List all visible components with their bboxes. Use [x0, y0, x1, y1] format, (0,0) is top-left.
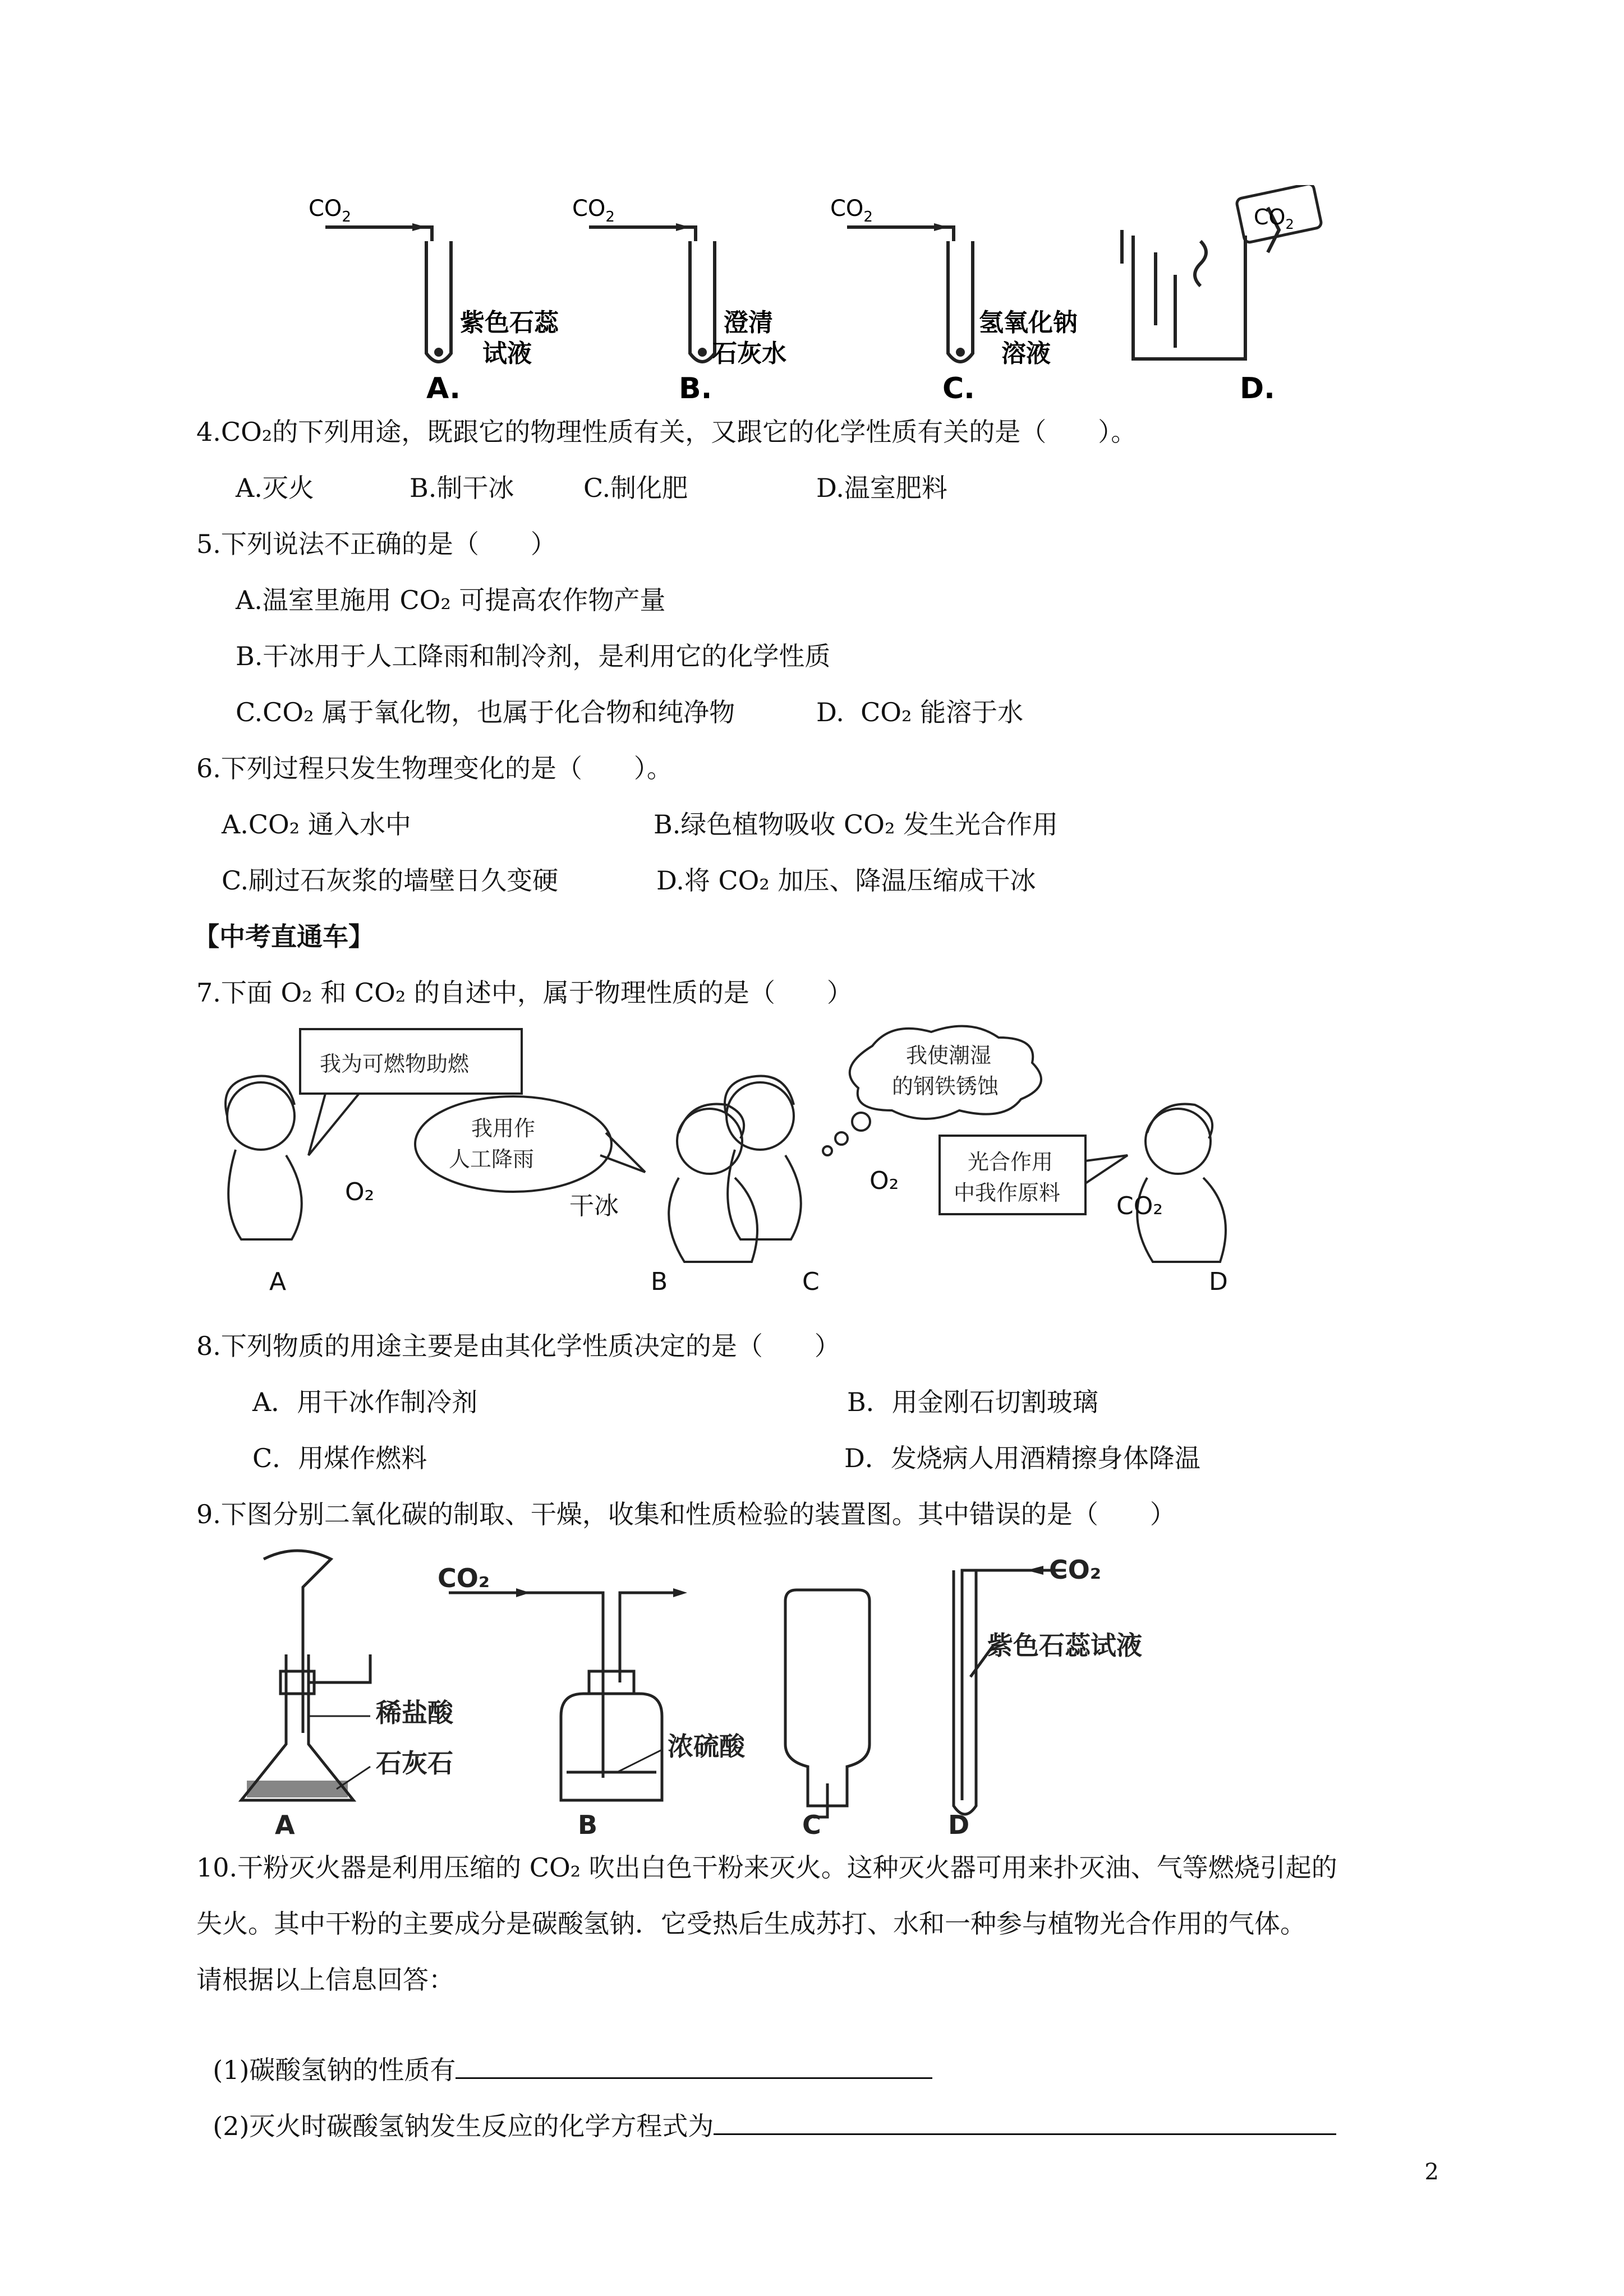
bubble-a-text: 我为可燃物助燃: [320, 1052, 470, 1076]
tube-b-label-2: 石灰水: [712, 339, 786, 368]
bubble-d-text-1: 光合作用: [968, 1150, 1053, 1174]
q10-line-3: 请根据以上信息回答：: [196, 1965, 454, 1995]
co2-experiments-figure: [292, 185, 1358, 404]
q6-option-c: C.刷过石灰浆的墙壁日久变硬: [222, 865, 559, 896]
q5-stem: 5.下列说法不正确的是（ ）: [196, 529, 556, 559]
svg-text:CO2: $CO_2$: [309, 196, 351, 225]
q4-option-b: B.制干冰: [410, 473, 514, 503]
q10-part-1-text: (1)碳酸氢钠的性质有: [213, 2055, 456, 2085]
label-conc-acid: 浓硫酸: [668, 1731, 745, 1762]
q4-option-a: A.灭火: [236, 473, 314, 503]
q10-line-2: 失火。其中干粉的主要成分是碳酸氢钠．它受热后生成苏打、水和一种参与植物光合作用的气体。: [196, 1908, 1306, 1939]
q7-letter-d: D: [1209, 1267, 1228, 1296]
q8-option-b: B．用金刚石切割玻璃: [847, 1387, 1098, 1417]
q10-part-2-text: (2)灭火时碳酸氢钠发生反应的化学方程式为: [213, 2111, 714, 2141]
q7-stem: 7.下面 O₂ 和 CO₂ 的自述中，属于物理性质的是（ ）: [196, 978, 853, 1008]
q4-stem: 4.CO₂的下列用途，既跟它的物理性质有关，又跟它的化学性质有关的是（ ）。: [196, 417, 1137, 447]
q5-option-c: C.CO₂ 属于氧化物，也属于化合物和纯净物: [236, 697, 735, 727]
q6-stem: 6.下列过程只发生物理变化的是（ ）。: [196, 753, 673, 783]
answer-blank-2[interactable]: [714, 2109, 1336, 2135]
q10-part-2: [196, 2075, 1336, 2143]
q9-apparatus-figure: [224, 1548, 1234, 1839]
q9-letter-d: D: [948, 1810, 970, 1839]
tube-b-letter: B.: [679, 372, 712, 404]
q8-stem: 8.下列物质的用途主要是由其化学性质决定的是（ ）: [196, 1331, 840, 1361]
tube-a-letter: A.: [426, 372, 461, 404]
tube-c-letter: C.: [942, 372, 975, 404]
q9-letter-a: A: [275, 1810, 295, 1839]
tube-c-label-1: 氢氧化钠: [979, 308, 1078, 337]
bubble-d-text-2: 中我作原料: [954, 1181, 1061, 1205]
q4-option-d: D.温室肥料: [816, 473, 947, 503]
label-co2-d: CO₂: [1049, 1555, 1102, 1585]
q7-letter-c: C: [802, 1267, 820, 1296]
q5-option-b: B.干冰用于人工降雨和制冷剂，是利用它的化学性质: [236, 641, 831, 671]
page-number: 2: [1424, 2159, 1439, 2185]
q6-option-b: B.绿色植物吸收 CO₂ 发生光合作用: [654, 809, 1059, 840]
substance-d: CO₂: [1116, 1192, 1163, 1220]
q5-option-a: A.温室里施用 CO₂ 可提高农作物产量: [236, 585, 666, 615]
substance-a: O₂: [345, 1178, 375, 1206]
substance-b: 干冰: [569, 1192, 619, 1220]
fig-d-letter: D.: [1240, 372, 1275, 404]
bubble-c-text-1: 我使潮湿: [906, 1043, 992, 1068]
tube-a-label-1: 紫色石蕊: [460, 308, 559, 337]
q6-option-d: D.将 CO₂ 加压、降温压缩成干冰: [656, 865, 1036, 896]
q8-option-d: D．发烧病人用酒精擦身体降温: [844, 1443, 1200, 1473]
q8-option-c: C．用煤作燃料: [252, 1443, 427, 1473]
label-limestone: 石灰石: [376, 1748, 453, 1778]
tube-c-label-2: 溶液: [1001, 339, 1051, 368]
label-co2-b: CO₂: [438, 1563, 490, 1593]
bubble-b-text-1: 我用作: [471, 1116, 536, 1141]
section-heading: 【中考直通车】: [194, 921, 374, 952]
q9-letter-b: B: [578, 1810, 598, 1839]
q6-option-a: A.CO₂ 通入水中: [222, 809, 411, 840]
svg-text:CO2: $CO_2$: [830, 196, 873, 225]
q9-stem: 9.下图分别二氧化碳的制取、干燥，收集和性质检验的装置图。其中错误的是（ ）: [196, 1499, 1176, 1529]
bubble-c-text-2: 的钢铁锈蚀: [892, 1074, 999, 1099]
svg-text:CO2: $CO_2$: [1254, 205, 1294, 232]
label-litmus: 紫色石蕊试液: [987, 1630, 1142, 1661]
q7-letter-b: B: [651, 1267, 668, 1296]
q4-option-c: C.制化肥: [583, 473, 688, 503]
q7-cartoon-figure: [196, 1021, 1318, 1301]
q9-letter-c: C: [802, 1810, 821, 1839]
svg-text:CO2: $CO_2$: [572, 196, 615, 225]
bubble-b-text-2: 人工降雨: [449, 1147, 535, 1172]
substance-c: O₂: [869, 1167, 899, 1195]
q8-option-a: A．用干冰作制冷剂: [252, 1387, 478, 1417]
label-acid: 稀盐酸: [376, 1698, 453, 1728]
tube-a-label-2: 试液: [482, 339, 532, 368]
q7-letter-a: A: [269, 1267, 287, 1296]
q5-option-d: D. CO₂ 能溶于水: [816, 697, 1024, 727]
q10-line-1: 10.干粉灭火器是利用压缩的 CO₂ 吹出白色干粉来灭火。这种灭火器可用来扑灭油、气等燃烧引起的: [196, 1852, 1337, 1883]
tube-b-label-1: 澄清: [724, 308, 773, 337]
